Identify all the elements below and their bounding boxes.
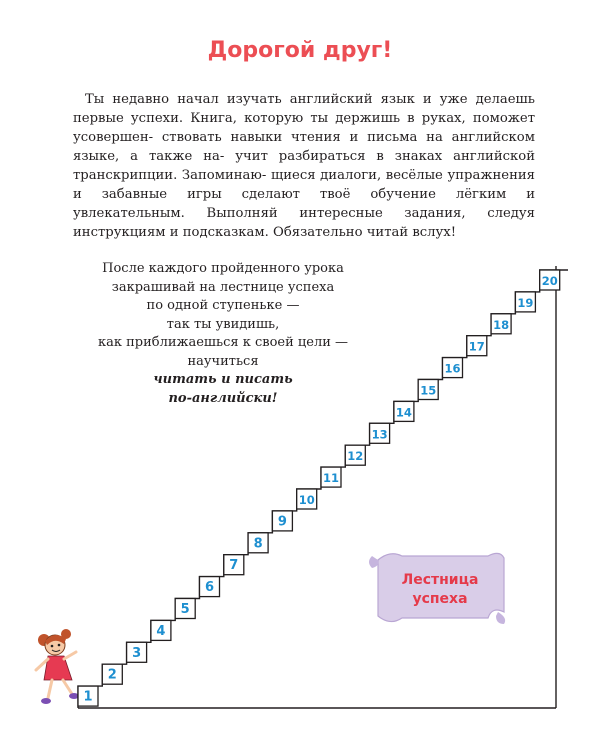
intro-line: ствовать навыки чтения и письма на английском языке, а также на- [73, 130, 535, 164]
step-number: 3 [132, 645, 142, 661]
step-number: 18 [493, 317, 510, 332]
staircase-steps [78, 266, 568, 708]
step-number: 6 [204, 580, 215, 596]
step-number: 10 [298, 493, 315, 507]
intro-line: обучение лёгким и увлекательным. Выполняй интересные задания, [73, 187, 535, 221]
step-number: 15 [420, 383, 437, 398]
step-number: 12 [347, 449, 364, 464]
note-emphasis-line: по-английски! [168, 390, 278, 406]
note-line: После каждого пройденного урока [102, 261, 344, 276]
intro-line: успехи. Книга, которую ты держишь в руках, поможет усовершен- [73, 111, 535, 145]
step-number: 1 [83, 689, 93, 705]
intro-line: следуя инструкциям и подсказкам. Обязательно читай вслух! [73, 206, 535, 240]
note-line: так ты увидишь, [166, 316, 280, 332]
step-number: 20 [541, 274, 558, 288]
page-title: Дорогой друг! [207, 38, 393, 63]
step-number: 2 [107, 667, 117, 683]
success-ladder-scroll [369, 553, 505, 624]
note-line: по одной ступеньке — [146, 298, 300, 313]
step-number: 13 [371, 427, 388, 442]
note-line: закрашивай на лестнице успеха [111, 279, 335, 295]
scroll-label-line: успеха [412, 591, 468, 607]
note-emphasis-line: читать и писать [153, 372, 293, 387]
intro-line: щиеся диалоги, весёлые упражнения и забавные игры сделают твоё [73, 168, 535, 202]
step-number: 7 [229, 558, 239, 574]
note-line: научиться [187, 353, 259, 369]
step-number: 16 [444, 361, 461, 376]
scroll-label-line: Лестница [401, 572, 479, 588]
step-number: 4 [156, 623, 166, 639]
step-number: 5 [180, 602, 190, 617]
step-number: 17 [468, 339, 485, 354]
girl-illustration [36, 629, 79, 704]
intro-line: учит разбираться в знаках английской транскрипции. Запоминаю- [73, 149, 535, 183]
note-line: как приближаешься к своей цели — [98, 335, 348, 350]
step-number: 14 [395, 405, 412, 420]
step-number: 8 [253, 536, 263, 552]
staircase-profile-line [78, 270, 568, 708]
step-number: 9 [277, 514, 287, 530]
step-number: 11 [322, 471, 340, 486]
intro-line: Ты недавно начал изучать английский язык и уже делаешь первые [73, 92, 535, 126]
step-number: 19 [517, 295, 534, 310]
